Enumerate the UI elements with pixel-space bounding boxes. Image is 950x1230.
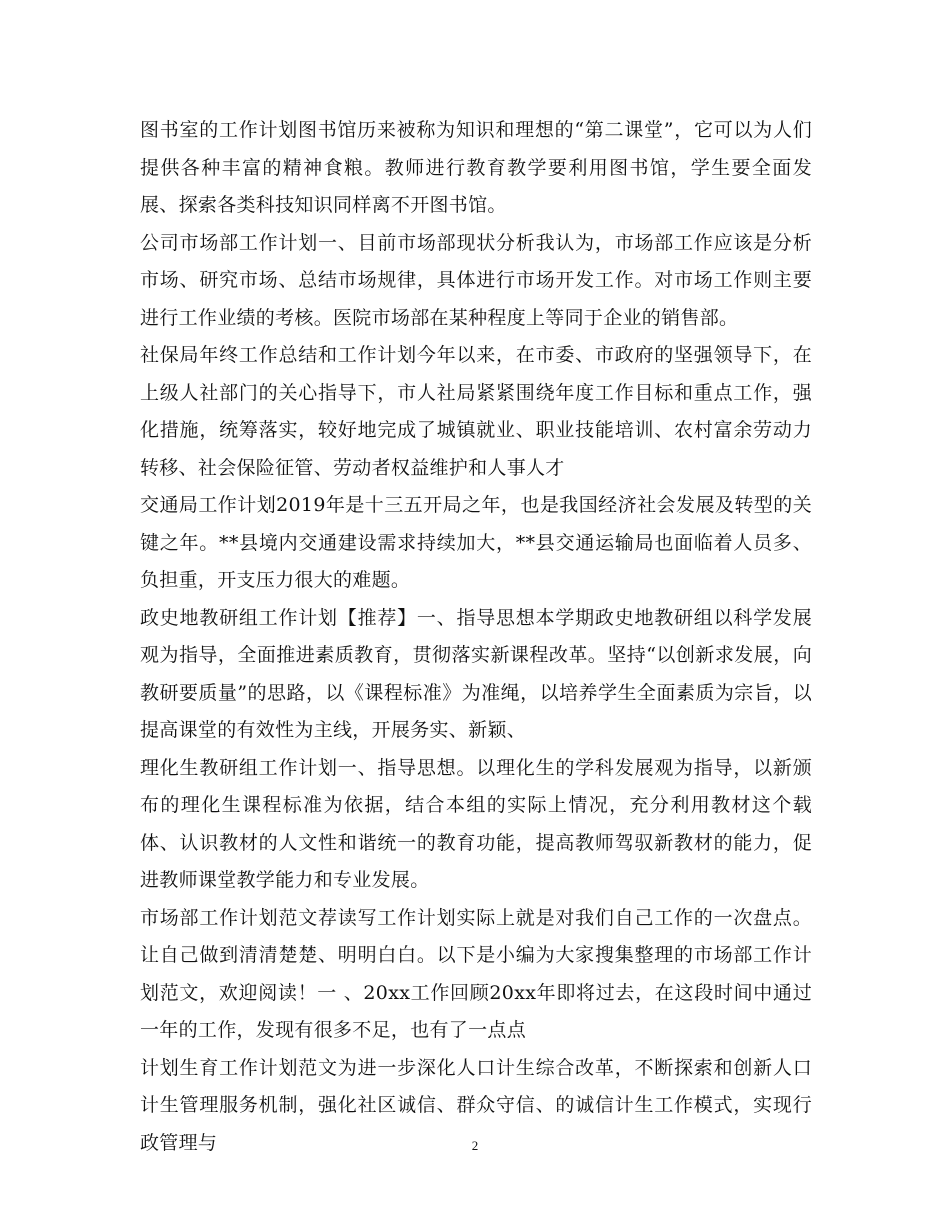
paragraph-family-planning-plan: 计划生育工作计划范文为进一步深化人口计生综合改革，不断探索和创新人口计生管理服务机制，强化社区诚信、群众守信、的诚信计生工作模式，实现行政管理与 [140, 1056, 812, 1154]
page-number: 2 [471, 1138, 479, 1153]
paragraph-library-plan: 图书室的工作计划图书馆历来被称为知识和理想的“第二课堂”，它可以为人们提供各种丰富的精神食粮。教师进行教育教学要利用图书馆，学生要全面发展、探索各类科技知识同样离不开图书馆。 [140, 119, 812, 216]
paragraph-politics-history-geography-plan: 政史地教研组工作计划【推荐】一、指导思想本学期政史地教研组以科学发展观为指导，全面推进素质教育，贯彻落实新课程改革。坚持“以创新求发展，向教研要质量”的思路，以《课程标准》为准绳，以培养学生全面素质为宗旨，以提高课堂的有效性为主线，开展务实、新颖、 [140, 606, 812, 741]
document-body [140, 112, 812, 1162]
paragraph-science-group-plan: 理化生教研组工作计划一、指导思想。以理化生的学科发展观为指导，以新颁布的理化生课程标准为依据，结合本组的实际上情况，充分利用教材这个载体、认识教材的人文性和谐统一的教育功能，提高教师驾驭新教材的能力，促进教师课堂教学能力和专业发展。 [140, 756, 812, 891]
paragraph-marketing-plan-sample: 市场部工作计划范文荐读写工作计划实际上就是对我们自己工作的一次盘点。让自己做到清清楚楚、明明白白。以下是小编为大家搜集整理的市场部工作计划范文，欢迎阅读！一 、20xx工作回顾20xx年即将过去，在这段时间中通过一年的工作，发现有很多不足，也有了一点点 [140, 906, 812, 1041]
paragraph-social-security-summary: 社保局年终工作总结和工作计划今年以来，在市委、市政府的坚强领导下，在上级人社部门的关心指导下，市人社局紧紧围绕年度工作目标和重点工作，强化措施，统筹落实，较好地完成了城镇就业、职业技能培训、农村富余劳动力转移、社会保险征管、劳动者权益维护和人事人才 [140, 344, 812, 479]
paragraph-transport-plan: 交通局工作计划2019年是十三五开局之年，也是我国经济社会发展及转型的关键之年。**县境内交通建设需求持续加大，**县交通运输局也面临着人员多、负担重，开支压力很大的难题。 [140, 494, 812, 591]
paragraph-marketing-plan: 公司市场部工作计划一、目前市场部现状分析我认为，市场部工作应该是分析市场、研究市场、总结市场规律，具体进行市场开发工作。对市场工作则主要进行工作业绩的考核。医院市场部在某种程度上等同于企业的销售部。 [140, 231, 812, 329]
